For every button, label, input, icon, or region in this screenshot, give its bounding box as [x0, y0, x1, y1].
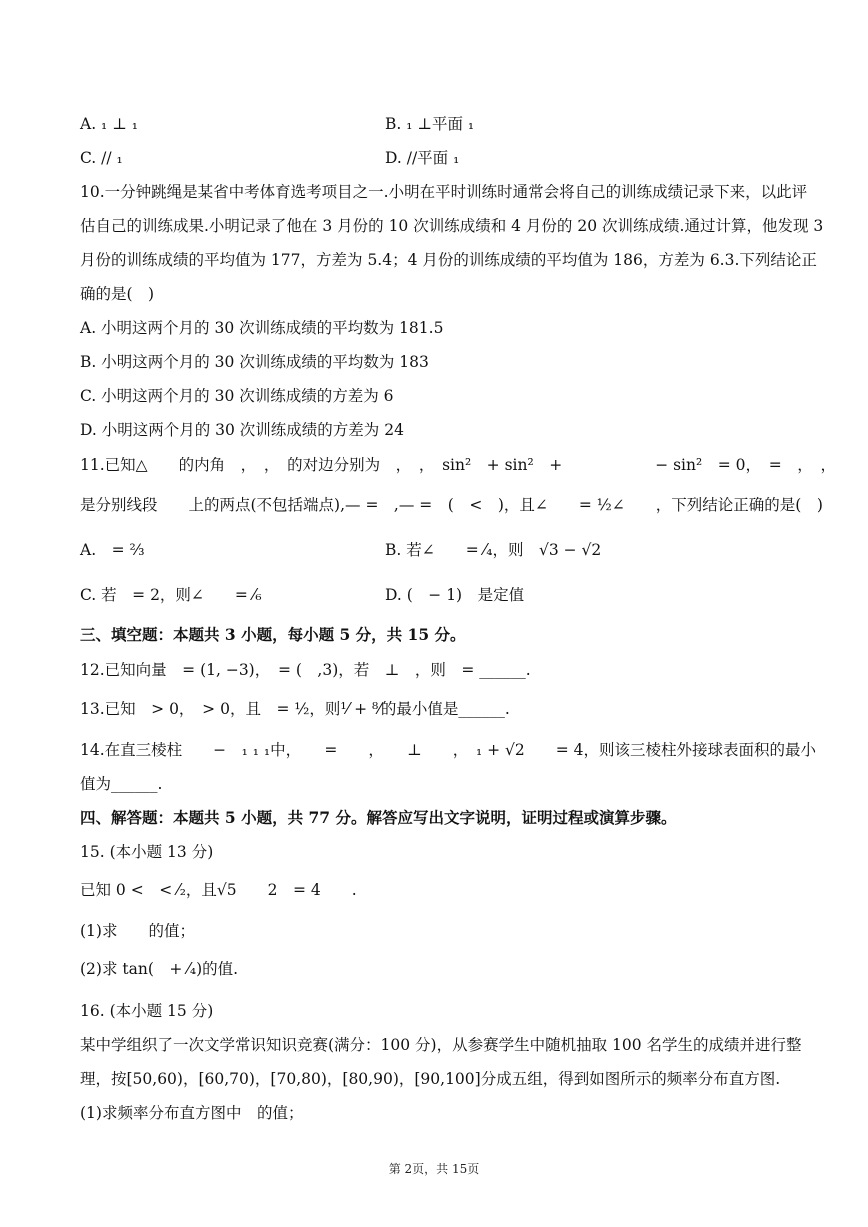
q16-part-1: (1)求频率分布直方图中 的值；: [80, 1104, 304, 1122]
q10-line-1: 10.一分钟跳绳是某省中考体育选考项目之一.小明在平时训练时通常会将自己的训练成绩记录下来，以此评: [80, 183, 808, 201]
q9-option-a: A. ₁ ⊥ ₁: [80, 115, 138, 133]
q11-line-2: 是分别线段 上的两点(不包括端点),— = ,— = ( < )，且∠ = ½∠ ，下列结论正确的是( ): [80, 496, 823, 514]
q10-option-c: C. 小明这两个月的 30 次训练成绩的方差为 6: [80, 387, 394, 405]
page-footer: 第 2页，共 15页: [388, 1162, 480, 1176]
q10-line-2: 估自己的训练成果.小明记录了他在 3 月份的 10 次训练成绩和 4 月份的 20 次训练成绩.通过计算，他发现 3: [80, 217, 824, 235]
q9-option-c: C. // ₁: [80, 149, 123, 167]
q11-option-a: A. = ⅔: [80, 541, 145, 559]
q14-line-2: 值为______.: [80, 775, 163, 793]
q13: 13.已知 > 0， > 0，且 = ½，则¹⁄ + ⁸⁄的最小值是______.: [80, 700, 510, 718]
q11-option-d: D. ( − 1) 是定值: [385, 586, 525, 604]
section-3-heading: 三、填空题：本题共 3 小题，每小题 5 分，共 15 分。: [80, 625, 466, 644]
q15-part-2: (2)求 tan( + ⁄₄)的值.: [80, 960, 239, 978]
q16-title: 16. (本小题 15 分): [80, 1002, 214, 1020]
section-4-heading: 四、解答题：本题共 5 小题，共 77 分。解答应写出文字说明，证明过程或演算步骤。: [80, 808, 677, 827]
q11-option-c: C. 若 = 2，则∠ = ⁄₆: [80, 586, 262, 604]
q11-option-b: B. 若∠ = ⁄₄，则 √3 − √2: [385, 541, 602, 559]
q12: 12.已知向量 = (1, −3)， = ( ,3)，若 ⊥ ，则 = ______.: [80, 661, 531, 679]
q14-line-1: 14.在直三棱柱 − ₁ ₁ ₁中， = ， ⊥ ， ₁ + √2 = 4，则该三棱柱外接球表面积的最小: [80, 741, 817, 759]
q9-option-d: D. //平面 ₁: [385, 149, 460, 167]
q10-line-3: 月份的训练成绩的平均值为 177，方差为 5.4；4 月份的训练成绩的平均值为 186，方差为 6.3.下列结论正: [80, 251, 817, 269]
q9-option-b: B. ₁ ⊥平面 ₁: [385, 115, 475, 133]
q16-line-1: 某中学组织了一次文学常识知识竞赛(满分：100 分)，从参赛学生中随机抽取 100 名学生的成绩并进行整: [80, 1036, 802, 1054]
q15-part-1: (1)求 的值；: [80, 922, 195, 940]
q10-option-b: B. 小明这两个月的 30 次训练成绩的平均数为 183: [80, 353, 429, 371]
q15-given: 已知 0 < < ⁄₂，且√5 2 = 4 .: [80, 881, 357, 899]
q10-option-a: A. 小明这两个月的 30 次训练成绩的平均数为 181.5: [80, 319, 444, 337]
q10-option-d: D. 小明这两个月的 30 次训练成绩的方差为 24: [80, 421, 404, 439]
q11-line-1: 11.已知△ 的内角 ， ， 的对边分别为 ， ， sin² + sin² + − sin² = 0， = ， ，: [80, 456, 836, 474]
q15-title: 15. (本小题 13 分): [80, 843, 214, 861]
q10-line-4: 确的是( ): [80, 285, 155, 303]
q16-line-2: 理，按[50,60)，[60,70)，[70,80)，[80,90)，[90,100]分成五组，得到如图所示的频率分布直方图.: [80, 1070, 781, 1088]
